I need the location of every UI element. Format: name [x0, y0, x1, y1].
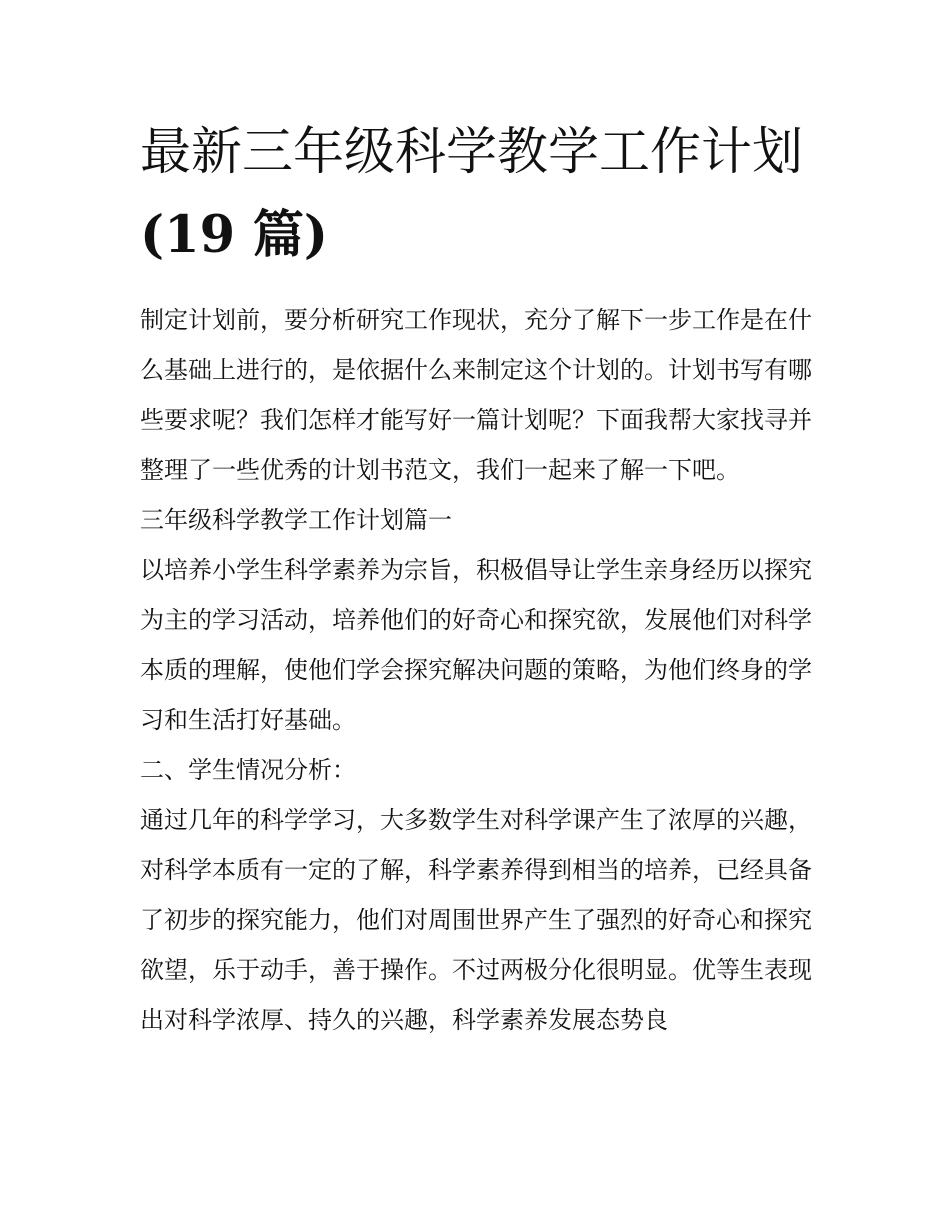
title-line-1: 最新三年级科学教学工作计划 [140, 123, 804, 182]
section-2-heading: 二、学生情况分析： [140, 756, 356, 784]
section-1-heading: 三年级科学教学工作计划篇一 [140, 506, 452, 534]
document-page [140, 112, 812, 1045]
section-2-paragraph: 通过几年的科学学习，大多数学生对科学课产生了浓厚的兴趣，对科学本质有一定的了解，科学素养得到相当的培养，已经具备了初步的探究能力，他们对周围世界产生了强烈的好奇心和探究欲望，乐于动手，善于操作。不过两极分化很明显。优等生表现出对科学浓厚、持久的兴趣，科学素养发展态势良 [140, 806, 812, 1034]
intro-paragraph: 制定计划前，要分析研究工作现状，充分了解下一步工作是在什么基础上进行的，是依据什么来制定这个计划的。计划书写有哪些要求呢？我们怎样才能写好一篇计划呢？下面我帮大家找寻并整理了一些优秀的计划书范文，我们一起来了解一下吧。 [140, 306, 812, 484]
document-title [140, 112, 812, 277]
title-line-2: (19 篇) [140, 205, 328, 265]
section-1-paragraph: 以培养小学生科学素养为宗旨，积极倡导让学生亲身经历以探究为主的学习活动，培养他们的好奇心和探究欲，发展他们对科学本质的理解，使他们学会探究解决问题的策略，为他们终身的学习和生活打好基础。 [140, 556, 812, 734]
